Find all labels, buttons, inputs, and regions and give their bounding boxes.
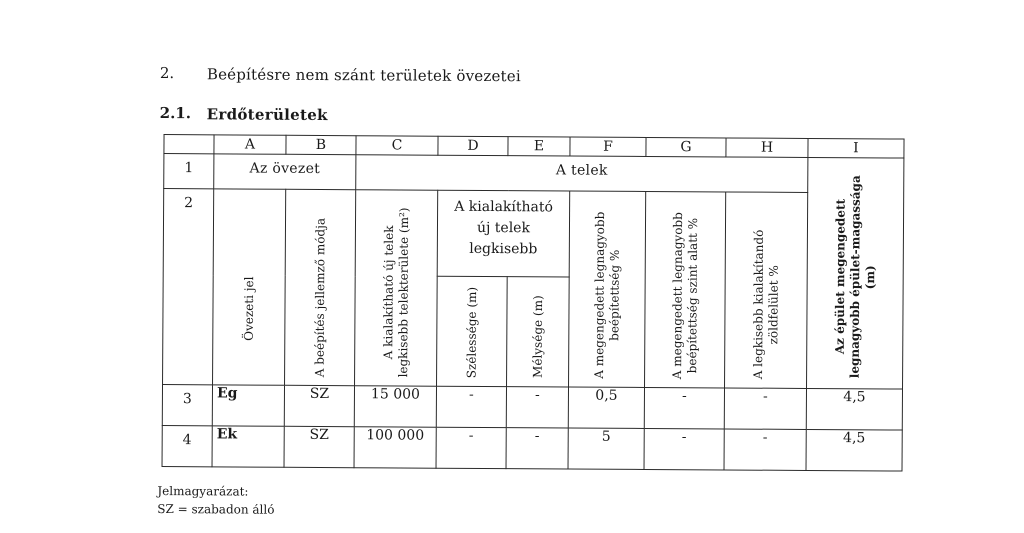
col-letter-c: C [356, 136, 438, 156]
header-ovezeti-jel [213, 189, 286, 385]
beepitettseg-line2: beépítettség % [606, 249, 622, 341]
cell-szelesseg: - [436, 427, 506, 468]
col-letter-a: A [214, 135, 286, 154]
cell-melyseg: - [506, 387, 568, 428]
section-number: 2. [159, 63, 175, 83]
table-row [162, 426, 902, 472]
cell-telekterulet: 100 000 [354, 427, 436, 469]
group-header-row [164, 154, 904, 194]
row-number: 1 [164, 154, 214, 189]
szint-alatt-line2: beépítettség szint alatt % [684, 217, 700, 374]
magassag-line2: legnagyobb épület-magassága [847, 175, 863, 379]
group-telek: A telek [356, 155, 808, 193]
zoldfelulet-line2: zöldfelület % [765, 265, 781, 345]
legend-title: Jelmagyarázat: [157, 483, 249, 499]
column-header-row-top [163, 189, 904, 280]
subsection-title: Erdőterületek [206, 105, 328, 125]
col-letter-b: B [286, 135, 356, 154]
col-letter-f: F [570, 137, 646, 156]
header-melyseg [507, 277, 570, 387]
melyseg-text: Mélysége (m) [530, 295, 545, 379]
col-letter-d: D [438, 136, 508, 155]
cell-beepitettseg: 0,5 [568, 387, 644, 428]
col-letter-h: H [726, 138, 808, 158]
col-letter-i: I [808, 138, 904, 158]
cell-szint-alatt: - [644, 428, 724, 469]
cell-ovezeti-jel: Ek [212, 426, 284, 467]
header-telekterulet [355, 190, 438, 386]
col-letter-e: E [508, 137, 570, 156]
table-row [162, 385, 902, 431]
cell-ovezeti-jel: Eg [212, 385, 284, 426]
szint-alatt-line1: A megengedett legnagyobb [669, 212, 685, 380]
row-number: 3 [162, 385, 212, 426]
legend-item: SZ = szabadon álló [157, 501, 275, 517]
szelesseg-text: Szélessége (m) [464, 286, 479, 378]
cell-zoldfelulet: - [724, 388, 806, 430]
group-ovezet: Az övezet [214, 154, 356, 190]
cell-melyseg: - [506, 428, 568, 469]
magassag-line3: (m) [862, 264, 877, 289]
row-number: 4 [162, 426, 212, 467]
zoldfelulet-text [751, 230, 782, 380]
section-title: Beépítésre nem szánt területek övezetei [206, 65, 521, 86]
szint-alatt-text [670, 212, 701, 379]
header-beepitettseg [569, 191, 646, 387]
header-magassag [807, 157, 904, 389]
terulet-line1: A kialakítható új telek [380, 225, 396, 360]
cell-telekterulet: 15 000 [354, 386, 436, 428]
beepitettseg-text [592, 212, 623, 379]
cell-beepites-mod: SZ [284, 426, 354, 467]
cell-szint-alatt: - [644, 387, 724, 428]
header-szelesseg [437, 276, 508, 386]
magassag-line1: Az épület megengedett [832, 199, 848, 355]
cell-magassag: 4,5 [806, 429, 902, 471]
zoning-table [162, 134, 905, 472]
beepitettseg-line1: A megengedett legnagyobb [591, 211, 607, 379]
cell-beepites-mod: SZ [284, 385, 354, 426]
corner-cell [164, 135, 214, 154]
terulet-line2: legkisebb telekterülete (m²) [395, 207, 411, 378]
cell-magassag: 4,5 [806, 388, 902, 430]
telekterulet-text [381, 207, 412, 377]
header-magassag-text [832, 175, 878, 378]
header-uj-telek: A kialakítható új telek legkisebb [437, 190, 570, 277]
cell-szelesseg: - [436, 386, 506, 427]
cell-beepitettseg: 5 [568, 428, 644, 469]
row-number: 2 [163, 189, 214, 385]
header-szint-alatt [645, 191, 726, 387]
header-zoldfelulet [725, 192, 808, 388]
legend [157, 482, 274, 519]
ovezeti-jel-text: Övezeti jel [241, 276, 256, 341]
beepites-mod-text: A beépítés jellemző módja [312, 217, 328, 378]
cell-zoldfelulet: - [724, 429, 806, 471]
zoldfelulet-line1: A legkisebb kialakítandó [750, 229, 766, 380]
col-letter-g: G [646, 137, 726, 156]
subsection-number: 2.1. [159, 103, 192, 123]
header-beepites-mod [285, 189, 356, 385]
